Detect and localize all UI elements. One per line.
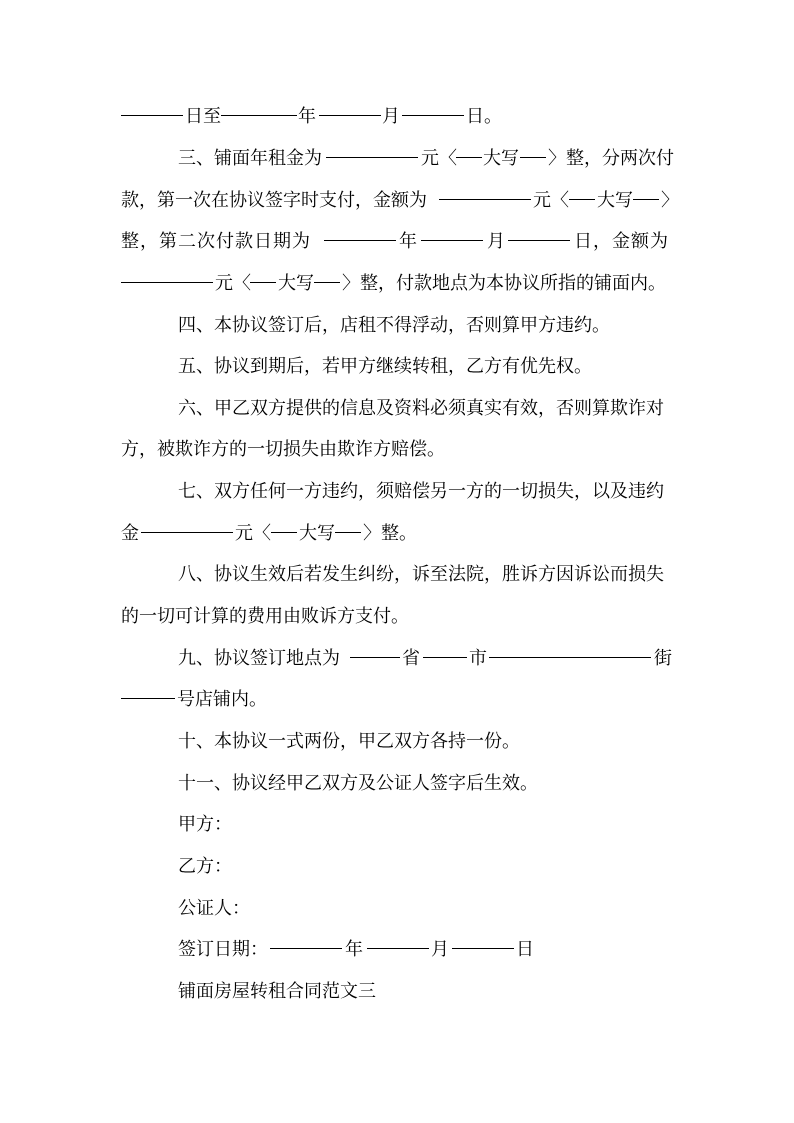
clause-10 bbox=[0, 722, 794, 762]
clause-6-text: 方，被欺诈方的一切损失由欺诈方赔偿。 bbox=[121, 439, 445, 460]
blank-field[interactable] bbox=[141, 514, 233, 533]
clause-8-line-1 bbox=[0, 555, 794, 595]
blank-field[interactable] bbox=[402, 97, 464, 116]
date-range-line bbox=[0, 97, 794, 137]
blank-field[interactable] bbox=[250, 264, 276, 283]
party-a-line bbox=[0, 805, 794, 845]
blank-field[interactable] bbox=[489, 639, 651, 658]
blank-field[interactable] bbox=[121, 97, 183, 116]
clause-3-line-4 bbox=[0, 264, 794, 304]
blank-field[interactable] bbox=[520, 139, 546, 158]
blank-field[interactable] bbox=[121, 264, 213, 283]
clause-3-line-1 bbox=[0, 139, 794, 179]
clause-11 bbox=[0, 764, 794, 804]
blank-field[interactable] bbox=[314, 264, 340, 283]
street-text: 街 bbox=[654, 648, 672, 669]
clause-7-line-1 bbox=[0, 472, 794, 512]
year-text: 年 bbox=[399, 231, 417, 252]
clause-7-line-2 bbox=[0, 514, 794, 554]
blank-field[interactable] bbox=[221, 97, 297, 116]
blank-field[interactable] bbox=[367, 930, 429, 949]
daxie-text: 大写 bbox=[299, 523, 335, 544]
clause-4 bbox=[0, 306, 794, 346]
yuan-text: 元〈 bbox=[533, 190, 569, 211]
party-b-label: 乙方： bbox=[178, 856, 232, 877]
blank-field[interactable] bbox=[271, 514, 297, 533]
clause-5 bbox=[0, 347, 794, 387]
blank-field[interactable] bbox=[319, 97, 381, 116]
blank-field[interactable] bbox=[324, 222, 396, 241]
blank-field[interactable] bbox=[423, 639, 467, 658]
blank-field[interactable] bbox=[335, 514, 361, 533]
clause-3-text: 整，第二次付款日期为 bbox=[121, 231, 311, 252]
date-text: 日至 bbox=[185, 106, 221, 127]
sign-date-label: 签订日期： bbox=[178, 939, 268, 960]
blank-field[interactable] bbox=[508, 222, 570, 241]
year-text: 年 bbox=[345, 939, 363, 960]
clause-6-line-1 bbox=[0, 389, 794, 429]
daxie-text: 大写 bbox=[597, 190, 633, 211]
month-text: 月 bbox=[431, 939, 449, 960]
clause-11-text: 十一、协议经甲乙双方及公证人签字后生效。 bbox=[178, 773, 538, 794]
clause-8-text: 八、协议生效后若发生纠纷，诉至法院，胜诉方因诉讼而损失 bbox=[178, 564, 664, 585]
province-text: 省 bbox=[402, 648, 420, 669]
city-text: 市 bbox=[469, 648, 487, 669]
clause-3-text: 三、铺面年租金为 bbox=[178, 148, 322, 169]
blank-field[interactable] bbox=[633, 181, 659, 200]
section-title: 铺面房屋转租合同范文三 bbox=[178, 981, 376, 1002]
clause-9-line-2 bbox=[0, 680, 794, 720]
clause-3-text: 日，金额为 bbox=[574, 231, 669, 252]
blank-field[interactable] bbox=[569, 181, 595, 200]
party-a-label: 甲方： bbox=[178, 814, 232, 835]
blank-field[interactable] bbox=[270, 930, 342, 949]
clause-4-text: 四、本协议签订后，店租不得浮动，否则算甲方违约。 bbox=[178, 315, 610, 336]
clause-6-text: 六、甲乙双方提供的信息及资料必须真实有效，否则算欺诈对 bbox=[178, 398, 664, 419]
clause-9-text: 九、协议签订地点为 bbox=[178, 648, 340, 669]
month-text: 月 bbox=[487, 231, 505, 252]
day-text: 日 bbox=[516, 939, 534, 960]
clause-6-line-2 bbox=[0, 430, 794, 470]
daxie-text: 大写 bbox=[278, 273, 314, 294]
clause-9-line-1 bbox=[0, 639, 794, 679]
yuan-text: 元〈 bbox=[215, 273, 251, 294]
blank-field[interactable] bbox=[452, 930, 514, 949]
notary-line bbox=[0, 889, 794, 929]
clause-3-text: 〉整，分两次付 bbox=[548, 148, 674, 169]
year-text: 年 bbox=[298, 106, 316, 127]
blank-field[interactable] bbox=[456, 139, 482, 158]
bracket-text: 〉 bbox=[661, 190, 679, 211]
clause-7-text: 〉整。 bbox=[363, 523, 417, 544]
daxie-text: 大写 bbox=[483, 148, 519, 169]
clause-3-text: 款，第一次在协议签字时支付，金额为 bbox=[121, 190, 427, 211]
month-text: 月 bbox=[382, 106, 400, 127]
clause-8-text: 的一切可计算的费用由败诉方支付。 bbox=[121, 606, 409, 627]
yuan-text: 元〈 bbox=[421, 148, 457, 169]
clause-3-line-3 bbox=[0, 222, 794, 262]
day-text: 日。 bbox=[466, 106, 502, 127]
blank-field[interactable] bbox=[421, 222, 483, 241]
clause-3-text: 〉整，付款地点为本协议所指的铺面内。 bbox=[342, 273, 666, 294]
next-section-title bbox=[0, 972, 794, 1012]
clause-7-text: 七、双方任何一方违约，须赔偿另一方的一切损失，以及违约 bbox=[178, 481, 664, 502]
yuan-text: 元〈 bbox=[235, 523, 271, 544]
notary-label: 公证人： bbox=[178, 898, 250, 919]
sign-date-line bbox=[0, 930, 794, 970]
clause-9-text: 号店铺内。 bbox=[177, 689, 267, 710]
blank-field[interactable] bbox=[439, 181, 531, 200]
blank-field[interactable] bbox=[326, 139, 418, 158]
clause-8-line-2 bbox=[0, 597, 794, 637]
blank-field[interactable] bbox=[121, 680, 175, 699]
blank-field[interactable] bbox=[350, 639, 400, 658]
clause-5-text: 五、协议到期后，若甲方继续转租，乙方有优先权。 bbox=[178, 356, 592, 377]
clause-7-text: 金 bbox=[121, 523, 139, 544]
party-b-line bbox=[0, 847, 794, 887]
clause-10-text: 十、本协议一式两份，甲乙双方各持一份。 bbox=[178, 731, 520, 752]
clause-3-line-2 bbox=[0, 181, 794, 221]
